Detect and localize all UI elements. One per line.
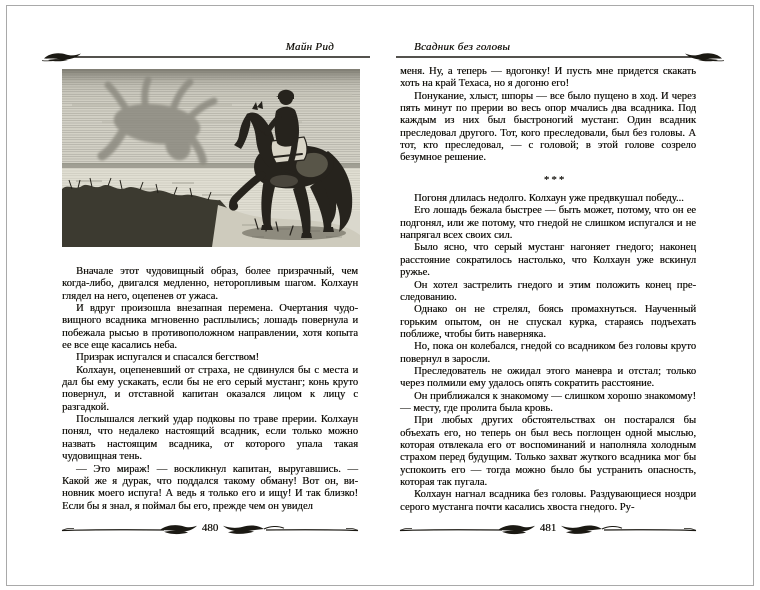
paragraph: — Это мираж! — воскликнул капитан, выругавшись. — Какой же я дурак, что поддался такому обману! Вот он, виновник моего испуга! А ведь я только его и ищу! И так близко! Если бы я знал, я поймал бы его, прежде чем он увидел bbox=[62, 463, 358, 512]
paragraph: Было ясно, что серый мустанг нагоняет гнедого; наконец расстояние сократилось настолько, что Колхаун уже вскинул ружье. bbox=[400, 242, 696, 279]
paragraph: Погоня длилась недолго. Колхаун уже предвкушал победу... bbox=[414, 193, 684, 205]
paragraph: Однако он не стрелял, боясь промахнуться. Наученный горьким опытом, он не спускал курка, стараясь подъехать поближе, чтобы бить наверняка. bbox=[400, 304, 696, 340]
paragraph: Он хотел застрелить гнедого и этим положить конец преследованию. bbox=[400, 279, 696, 303]
engraving-illustration bbox=[62, 69, 360, 247]
left-header-flourish-rule-icon bbox=[40, 48, 372, 62]
paragraph: Его лошадь бежала быстрее — быть может, потому, что он ее подгонял, или же потому, что гнедой не слишком испугался и не напрягал всех своих сил. bbox=[400, 205, 696, 242]
right-page-text-block bbox=[400, 66, 696, 514]
paragraph: Понукание, хлыст, шпоры — все было пущено в ход. И через пять минут по прерии во весь опор мчались два всадника. Под каждым из них был быстроногий мустанг. Один всадник преследовал другого. Тот, кого преследовали, был без головы. А тот, кто преследовал, — с головой; в этой голове созрело безумное решение. bbox=[400, 90, 696, 164]
right-page-running-head: Всадник без головы bbox=[414, 41, 511, 53]
paragraph: Послышался легкий удар подковы по траве прерии. Колхаун понял, что недалеко настоящий всадник, если только можно назвать настоящим всадника, от которого упала такая чудовищная тень. bbox=[62, 414, 358, 463]
right-header-flourish-rule-icon bbox=[394, 48, 726, 62]
right-page-footer bbox=[398, 521, 698, 539]
paragraph: Колхаун, оцепеневший от страха, не сдвинулся бы с места и дал бы ему ускакать, если бы не его серый мустанг; конь круто повернул, и отставной капитан оказался лицом к лицу с разгадкой. bbox=[62, 364, 358, 413]
left-page-text-block bbox=[62, 266, 358, 513]
paragraph: меня. Ну, а теперь — вдогонку! И пусть мне придется скакать хоть на край Техаса, но я догоню его! bbox=[400, 66, 696, 90]
left-page-footer bbox=[60, 521, 360, 539]
section-divider: *** bbox=[543, 173, 567, 186]
right-page-number: 481 bbox=[539, 522, 557, 534]
left-page-running-head: Майн Рид bbox=[285, 41, 334, 53]
paragraph: Он приближался к знакомому — слишком хорошо знакомому! — месту, где пролита была кровь. bbox=[400, 390, 696, 414]
paragraph: Вначале этот чудовищный образ, более призрачный, чем когда-либо, двигался медленно, неторопливым шагом. Колхаун глядел на него, оцепенев от ужаса. bbox=[62, 266, 358, 302]
paragraph: И вдруг произошла внезапная перемена. Очертания чудовищного всадника мгновенно расплылись; лошадь повернула и побежала рысью в противоположном направлении, хотя копыта ее все еще касались неба. bbox=[62, 303, 358, 352]
paragraph: Призрак испугался и спасался бегством! bbox=[76, 352, 259, 364]
left-page-number: 480 bbox=[201, 522, 219, 534]
paragraph: При любых других обстоятельствах он постарался бы объехать его, но теперь он был весь поглощен одной мыслью, которая отвлекала его от воспоминаний и наполняла холодным страхом перед будущим. Только захват жуткого всадника мог бы успокоить его — тогда можно было бы устранить опасность, которая так пугала. bbox=[400, 415, 696, 488]
paragraph: Колхаун нагнал всадника без головы. Раздувающиеся ноздри серого мустанга почти касались хвоста гнедого. Ру- bbox=[400, 489, 696, 513]
paragraph: Но, пока он колебался, гнедой со всадником без головы круто повернул в заросли. bbox=[400, 341, 696, 365]
paragraph: Преследователь не ожидал этого маневра и отстал; только через полмили ему удалось опять сократить расстояние. bbox=[400, 365, 696, 390]
